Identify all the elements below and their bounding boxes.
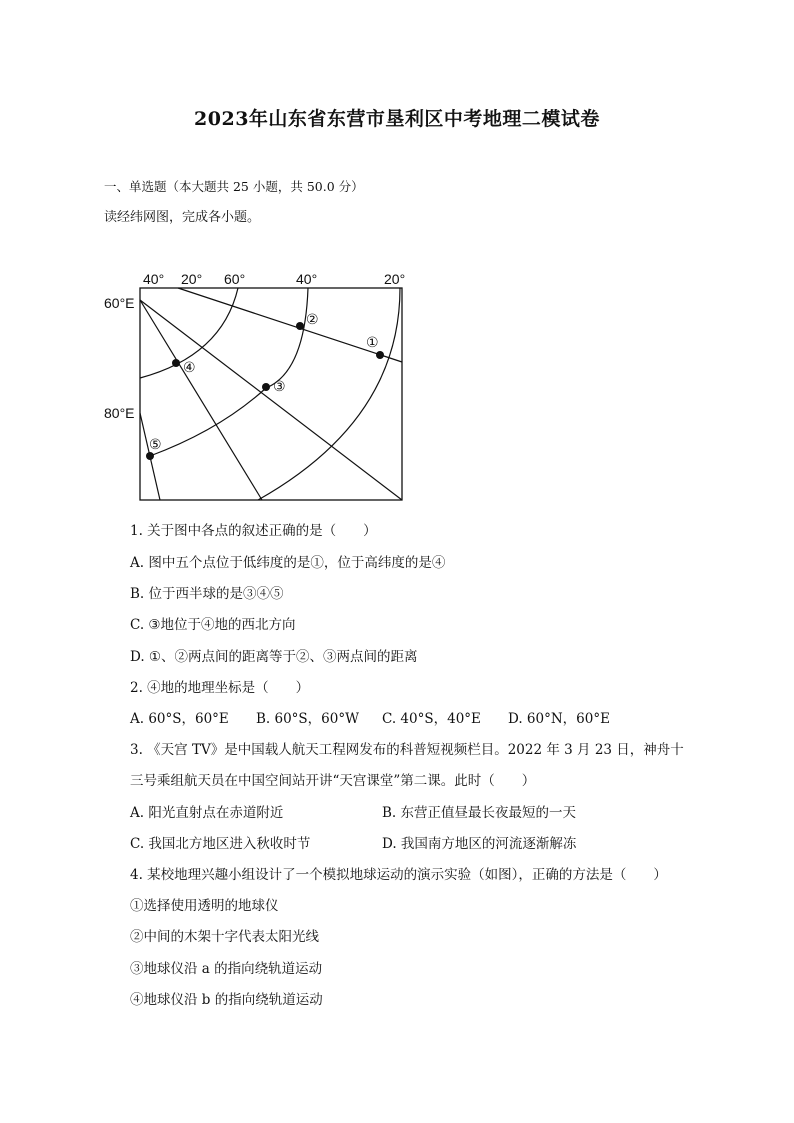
question-3-stem-line2: 三号乘组航天员在中国空间站开讲“天宫课堂”第二课。此时（ ） [130,773,536,789]
graticule-figure [100,262,420,507]
lat-label-top: 40° [143,271,165,287]
point-1-dot [376,351,384,359]
lat-label-top: 20° [181,271,203,287]
point-2-label: ② [306,312,319,328]
section-heading: 一、单选题（本大题共 25 小题，共 50.0 分） [104,179,364,194]
question-3-option-c: C. 我国北方地区进入秋收时节 [130,836,311,852]
intro-text: 读经纬网图，完成各小题。 [104,210,261,225]
lon-label-side: 80°E [104,405,135,421]
question-2-stem: 2. ④地的地理坐标是（ ） [130,680,310,696]
lat-label-top: 60° [224,271,246,287]
question-3-stem-line1: 3. 《天宫 TV》是中国载人航天工程网发布的科普短视频栏目。2022 年 3 月 23 日，神舟十 [130,742,684,758]
question-1-option-d: D. ①、②两点间的距离等于②、③两点间的距离 [130,649,418,665]
point-5-dot [146,452,154,460]
lat-label-top: 40° [296,271,318,287]
question-1-stem: 1. 关于图中各点的叙述正确的是（ ） [130,523,377,539]
meridian-line [140,300,262,500]
question-4-stem: 4. 某校地理兴趣小组设计了一个模拟地球运动的演示实验（如图），正确的方法是（ ） [130,867,667,883]
question-2-option-c: C. 40°S，40°E [382,711,481,727]
question-1-option-c: C. ③地位于④地的西北方向 [130,617,296,633]
point-4-label: ④ [183,360,196,376]
meridian-line [140,300,402,500]
question-1-option-a: A. 图中五个点位于低纬度的是①，位于高纬度的是④ [130,555,446,571]
question-4-statement-4: ④地球仪沿 b 的指向绕轨道运动 [130,992,323,1008]
point-3-dot [262,383,270,391]
point-5-label: ⑤ [149,437,162,453]
question-1-option-b: B. 位于西半球的是③④⑤ [130,586,284,602]
question-2-option-b: B. 60°S，60°W [256,711,359,727]
question-4-statement-1: ①选择使用透明的地球仪 [130,898,279,914]
question-3-option-d: D. 我国南方地区的河流逐渐解冻 [382,836,577,852]
point-4-dot [172,359,180,367]
point-3-label: ③ [273,379,286,395]
question-3-option-b: B. 东营正值昼最长夜最短的一天 [382,805,577,821]
lon-label-side: 60°E [104,295,135,311]
map-frame [140,288,402,500]
parallel-line [150,388,266,456]
parallel-line [266,288,308,388]
point-1-label: ① [366,335,379,351]
question-4-statement-2: ②中间的木架十字代表太阳光线 [130,929,319,945]
question-4-statement-3: ③地球仪沿 a 的指向绕轨道运动 [130,961,323,977]
page-title: 2023年山东省东营市垦利区中考地理二模试卷 [194,108,600,130]
lat-label-top: 20° [384,271,406,287]
question-2-option-d: D. 60°N，60°E [508,711,610,727]
point-2-dot [296,322,304,330]
question-3-option-a: A. 阳光直射点在赤道附近 [130,805,284,821]
question-2-option-a: A. 60°S，60°E [130,711,229,727]
